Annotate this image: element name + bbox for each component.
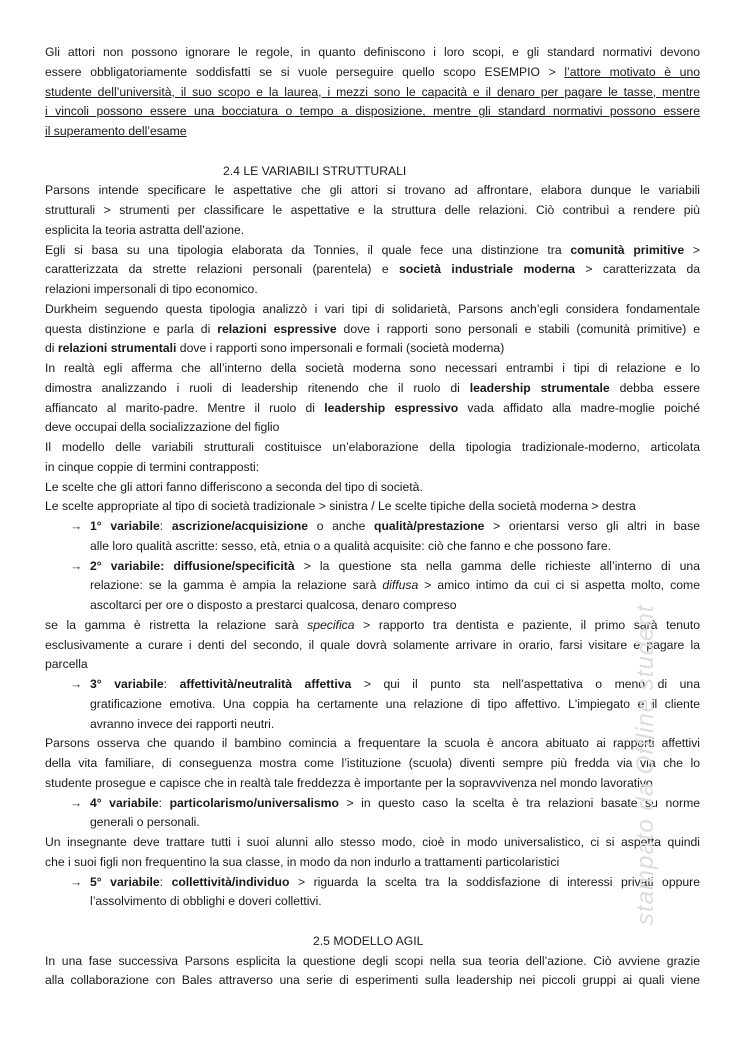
text-line xyxy=(45,122,700,142)
text-line xyxy=(45,300,700,320)
text-line xyxy=(45,221,700,241)
text-line xyxy=(90,813,700,833)
text-run: : xyxy=(159,874,172,889)
text-line xyxy=(45,478,700,498)
text-run: > qui il punto sta nell’aspettativa o meno di una xyxy=(351,677,700,691)
text-run: : xyxy=(158,795,170,810)
bold-term: affettività/neutralità affettiva xyxy=(179,677,352,691)
text-run: Gli attori non possono ignorare le regole, in quanto definiscono i loro scopi, e gli standard normativi devono xyxy=(45,45,700,59)
text-run: l’assolvimento di obblighi e doveri collettivi. xyxy=(90,894,322,909)
bold-term: relazioni espressive xyxy=(217,321,337,336)
text-line xyxy=(45,636,700,656)
text-run: vada affidato alla madre-moglie poiché xyxy=(458,400,700,415)
bold-term: leadership espressivo xyxy=(324,400,459,415)
paragraph xyxy=(45,497,700,517)
text-line xyxy=(45,379,700,399)
underlined-text: i vincoli possono essere una bocciatura o tempo a disposizione, mentre gli standard normativi possono essere xyxy=(45,104,700,119)
text-line xyxy=(45,438,700,458)
arrow-bullet-icon: → xyxy=(70,874,83,889)
text-run: > orientarsi verso gli altri in base xyxy=(484,519,700,533)
text-line xyxy=(90,695,700,715)
text-run: generali o personali. xyxy=(90,815,200,830)
text-line xyxy=(45,241,700,261)
section-heading: 2.5 MODELLO AGIL xyxy=(313,933,424,948)
arrow-bullet-icon: → xyxy=(70,558,83,573)
text-run: se la gamma è ristretta la relazione sarà xyxy=(45,617,308,632)
text-run: relazioni impersonali di tipo economico. xyxy=(45,282,258,296)
text-run: gratificazione emotiva. Una coppia ha certamente una relazione di tipo affettivo. L'impiegato e il cliente xyxy=(90,696,700,711)
bullet-item xyxy=(45,675,700,734)
text-run: parcella xyxy=(45,657,88,672)
bold-term: società industriale moderna xyxy=(399,262,575,277)
text-line xyxy=(45,260,700,280)
text-line xyxy=(90,596,700,616)
text-run: questa distinzione e parla di xyxy=(45,321,218,336)
bullet-item xyxy=(45,557,700,616)
text-run: dove i rapporti sono impersonali e formali (società moderna) xyxy=(176,341,505,356)
text-run: o anche xyxy=(308,519,375,533)
text-run: In realtà egli afferma che all’interno della società moderna sono necessari entrambi i tipi di relazione e lo xyxy=(45,361,700,375)
section-heading: 2.4 LE VARIABILI STRUTTURALI xyxy=(223,163,407,178)
text-run: Durkheim seguendo questa tipologia analizzò i vari tipi di solidarietà, Parsons anch’egli considera fondamentale xyxy=(45,301,700,316)
text-run: > caratterizzata da xyxy=(574,262,700,277)
text-run: In una fase successiva Parsons esplicita la questione degli scopi nella sua teoria dell’azione. Ciò avviene grazie xyxy=(45,953,700,968)
paragraph xyxy=(45,300,700,359)
text-run: Parsons osserva che quando il bambino comincia a frequentare la scuola è ancora abituato ai rapporti affettivi xyxy=(45,736,700,751)
text-run: Parsons intende specificare le aspettative che gli attori si trovano ad affrontare, elabora dunque le variabili xyxy=(45,183,700,198)
text-run: studente prosegue e capisce che in realtà tale freddezza è importante per la sopravvivenza nel mondo lavorativo xyxy=(45,775,653,790)
text-line xyxy=(45,497,700,517)
text-line xyxy=(45,280,700,300)
bullet-item xyxy=(45,873,700,913)
bold-term: 4° variabile xyxy=(90,795,159,810)
paragraph xyxy=(45,952,700,992)
paragraph xyxy=(45,478,700,498)
arrow-bullet-icon: → xyxy=(70,795,83,810)
bold-term: qualità/prestazione xyxy=(374,519,485,533)
text-run: affiancato al marito-padre. Mentre il ruolo di xyxy=(45,400,325,415)
text-run: della vita familiare, di conseguenza mostra come l’istituzione (scuola) diventi sempre più fredda via via che lo xyxy=(45,756,700,770)
bold-term: 1° variabile xyxy=(90,519,160,533)
italic-term: specifica xyxy=(307,617,355,632)
text-line xyxy=(45,458,700,478)
text-run: esplicita la teoria astratta dell’azione. xyxy=(45,222,245,237)
text-run: alla collaborazione con Bales attraverso una serie di esperimenti sulla leadership nei piccoli gruppi ai quali viene xyxy=(45,973,700,988)
text-run: > amico intimo da cui ci si aspetta molto, come xyxy=(418,578,700,593)
underlined-text: il superamento dell’esame xyxy=(45,124,187,138)
text-run: debba essere xyxy=(609,380,700,395)
text-line xyxy=(70,517,700,537)
italic-term: diffusa xyxy=(382,578,419,593)
bullet-item xyxy=(45,517,700,557)
text-line xyxy=(45,754,700,774)
blank-line xyxy=(45,142,700,162)
text-run: dimostra analizzando i ruoli di leadership ritenendo che il ruolo di xyxy=(45,380,470,395)
paragraph xyxy=(45,241,700,300)
text-run: Il modello delle variabili strutturali costituisce un’elaborazione della tipologia tradizionale-moderno, articolata xyxy=(45,440,700,454)
text-run: > la questione sta nella gamma delle richieste all’interno di una xyxy=(294,558,700,573)
underlined-text: l’attore motivato è uno xyxy=(564,64,700,79)
paragraph xyxy=(45,359,700,438)
text-run: Le scelte che gli attori fanno differiscono a seconda del tipo di società. xyxy=(45,479,423,494)
bold-term: 3° variabile xyxy=(90,677,164,691)
blank-line xyxy=(45,912,700,932)
text-run: caratterizzata da strette relazioni personali (parentela) e xyxy=(45,262,400,277)
paragraph xyxy=(45,833,700,873)
text-run: che i suoi figli non frequentino la sua classe, in modo da non indurlo a trattamenti particolaristici xyxy=(45,854,560,869)
text-run: strutturali > strumenti per classificare le aspettative e la struttura delle relazioni. Ciò contribuì a rendere più xyxy=(45,203,700,217)
paragraph xyxy=(45,438,700,478)
text-line xyxy=(45,102,700,122)
text-line xyxy=(45,339,700,359)
text-line xyxy=(45,853,700,873)
text-run: di xyxy=(45,341,58,356)
text-line xyxy=(45,655,700,675)
text-run: avranno invece dei rapporti neutri. xyxy=(90,716,275,731)
text-run: > xyxy=(684,242,700,257)
paragraph xyxy=(45,734,700,793)
bold-term: 5° variabile xyxy=(90,874,160,889)
text-run: > riguarda la scelta tra la soddisfazione di interessi privati oppure xyxy=(289,874,700,889)
watermark: stampato da Offline student xyxy=(632,604,659,925)
text-line xyxy=(45,833,700,853)
text-run: : xyxy=(159,519,172,533)
text-line xyxy=(70,557,700,577)
text-line xyxy=(45,63,700,83)
bold-term: 2° variabile: diffusione/specificità xyxy=(90,558,295,573)
text-run: relazione: se la gamma è ampia la relazione sarà xyxy=(90,578,383,593)
text-run: alle loro qualità ascritte: sesso, età, etnia o a qualità acquisite: ciò che fanno e che possono fare. xyxy=(90,538,611,553)
bold-term: relazioni strumentali xyxy=(57,341,177,356)
bold-term: ascrizione/acquisizione xyxy=(171,519,309,533)
text-line xyxy=(45,201,700,221)
text-run: > in questo caso la scelta è tra relazioni basate su norme xyxy=(338,795,700,810)
paragraph xyxy=(45,616,700,675)
text-line xyxy=(45,43,700,63)
text-run: Egli si basa su una tipologia elaborata da Tonnies, il quale fece una distinzione tra xyxy=(45,242,571,257)
bold-term: comunità primitive xyxy=(570,242,685,257)
text-line xyxy=(45,181,700,201)
text-line xyxy=(45,418,700,438)
text-run: deve occupai della socializzazione del figlio xyxy=(45,420,280,435)
text-line xyxy=(90,537,700,557)
text-line xyxy=(70,675,700,695)
text-line xyxy=(45,359,700,379)
text-line xyxy=(45,320,700,340)
bold-term: leadership strumentale xyxy=(469,380,610,395)
text-line xyxy=(70,794,700,814)
text-line xyxy=(70,873,700,893)
text-run: > rapporto tra dentista e paziente, il primo sarà tenuto xyxy=(354,617,700,632)
text-run: ascoltarci per ore o disposto a prestarci qualcosa, denaro compreso xyxy=(90,598,457,612)
text-run: essere obbligatoriamente soddisfatti se si vuole perseguire quello scopo ESEMPIO > xyxy=(45,64,565,79)
underlined-text: studente dell’università, il suo scopo e la laurea, i mezzi sono le capacità e il denaro per pagare le tasse, mentre xyxy=(45,84,700,99)
text-run: Le scelte appropriate al tipo di società tradizionale > sinistra / Le scelte tipiche della società moderna > destra xyxy=(45,499,636,514)
text-line xyxy=(90,892,700,912)
text-line xyxy=(90,715,700,735)
document-page xyxy=(45,43,700,991)
paragraph xyxy=(45,181,700,240)
text-line xyxy=(45,774,700,794)
text-line xyxy=(45,83,700,103)
text-run: dove i rapporti sono personali e stabili (comunità primitive) e xyxy=(336,321,700,336)
text-run: esclusivamente a curare i denti del secondo, il quale dovrà solamente arrivare in orario, farsi visitare e pagare la xyxy=(45,637,700,652)
arrow-bullet-icon: → xyxy=(70,677,83,691)
text-run: in cinque coppie di termini contrapposti: xyxy=(45,459,260,474)
text-line xyxy=(45,734,700,754)
bullet-item xyxy=(45,794,700,834)
text-run: Un insegnante deve trattare tutti i suoi alunni allo stesso modo, cioè in modo universalistico, ci si aspetta quindi xyxy=(45,835,700,849)
text-line xyxy=(45,971,700,991)
arrow-bullet-icon: → xyxy=(70,519,83,533)
text-line xyxy=(45,616,700,636)
text-run: : xyxy=(163,677,180,691)
text-line xyxy=(45,399,700,419)
text-line xyxy=(45,952,700,972)
text-line xyxy=(90,576,700,596)
paragraph xyxy=(45,43,700,142)
bold-term: collettività/individuo xyxy=(171,874,290,889)
bold-term: particolarismo/universalismo xyxy=(169,795,339,810)
